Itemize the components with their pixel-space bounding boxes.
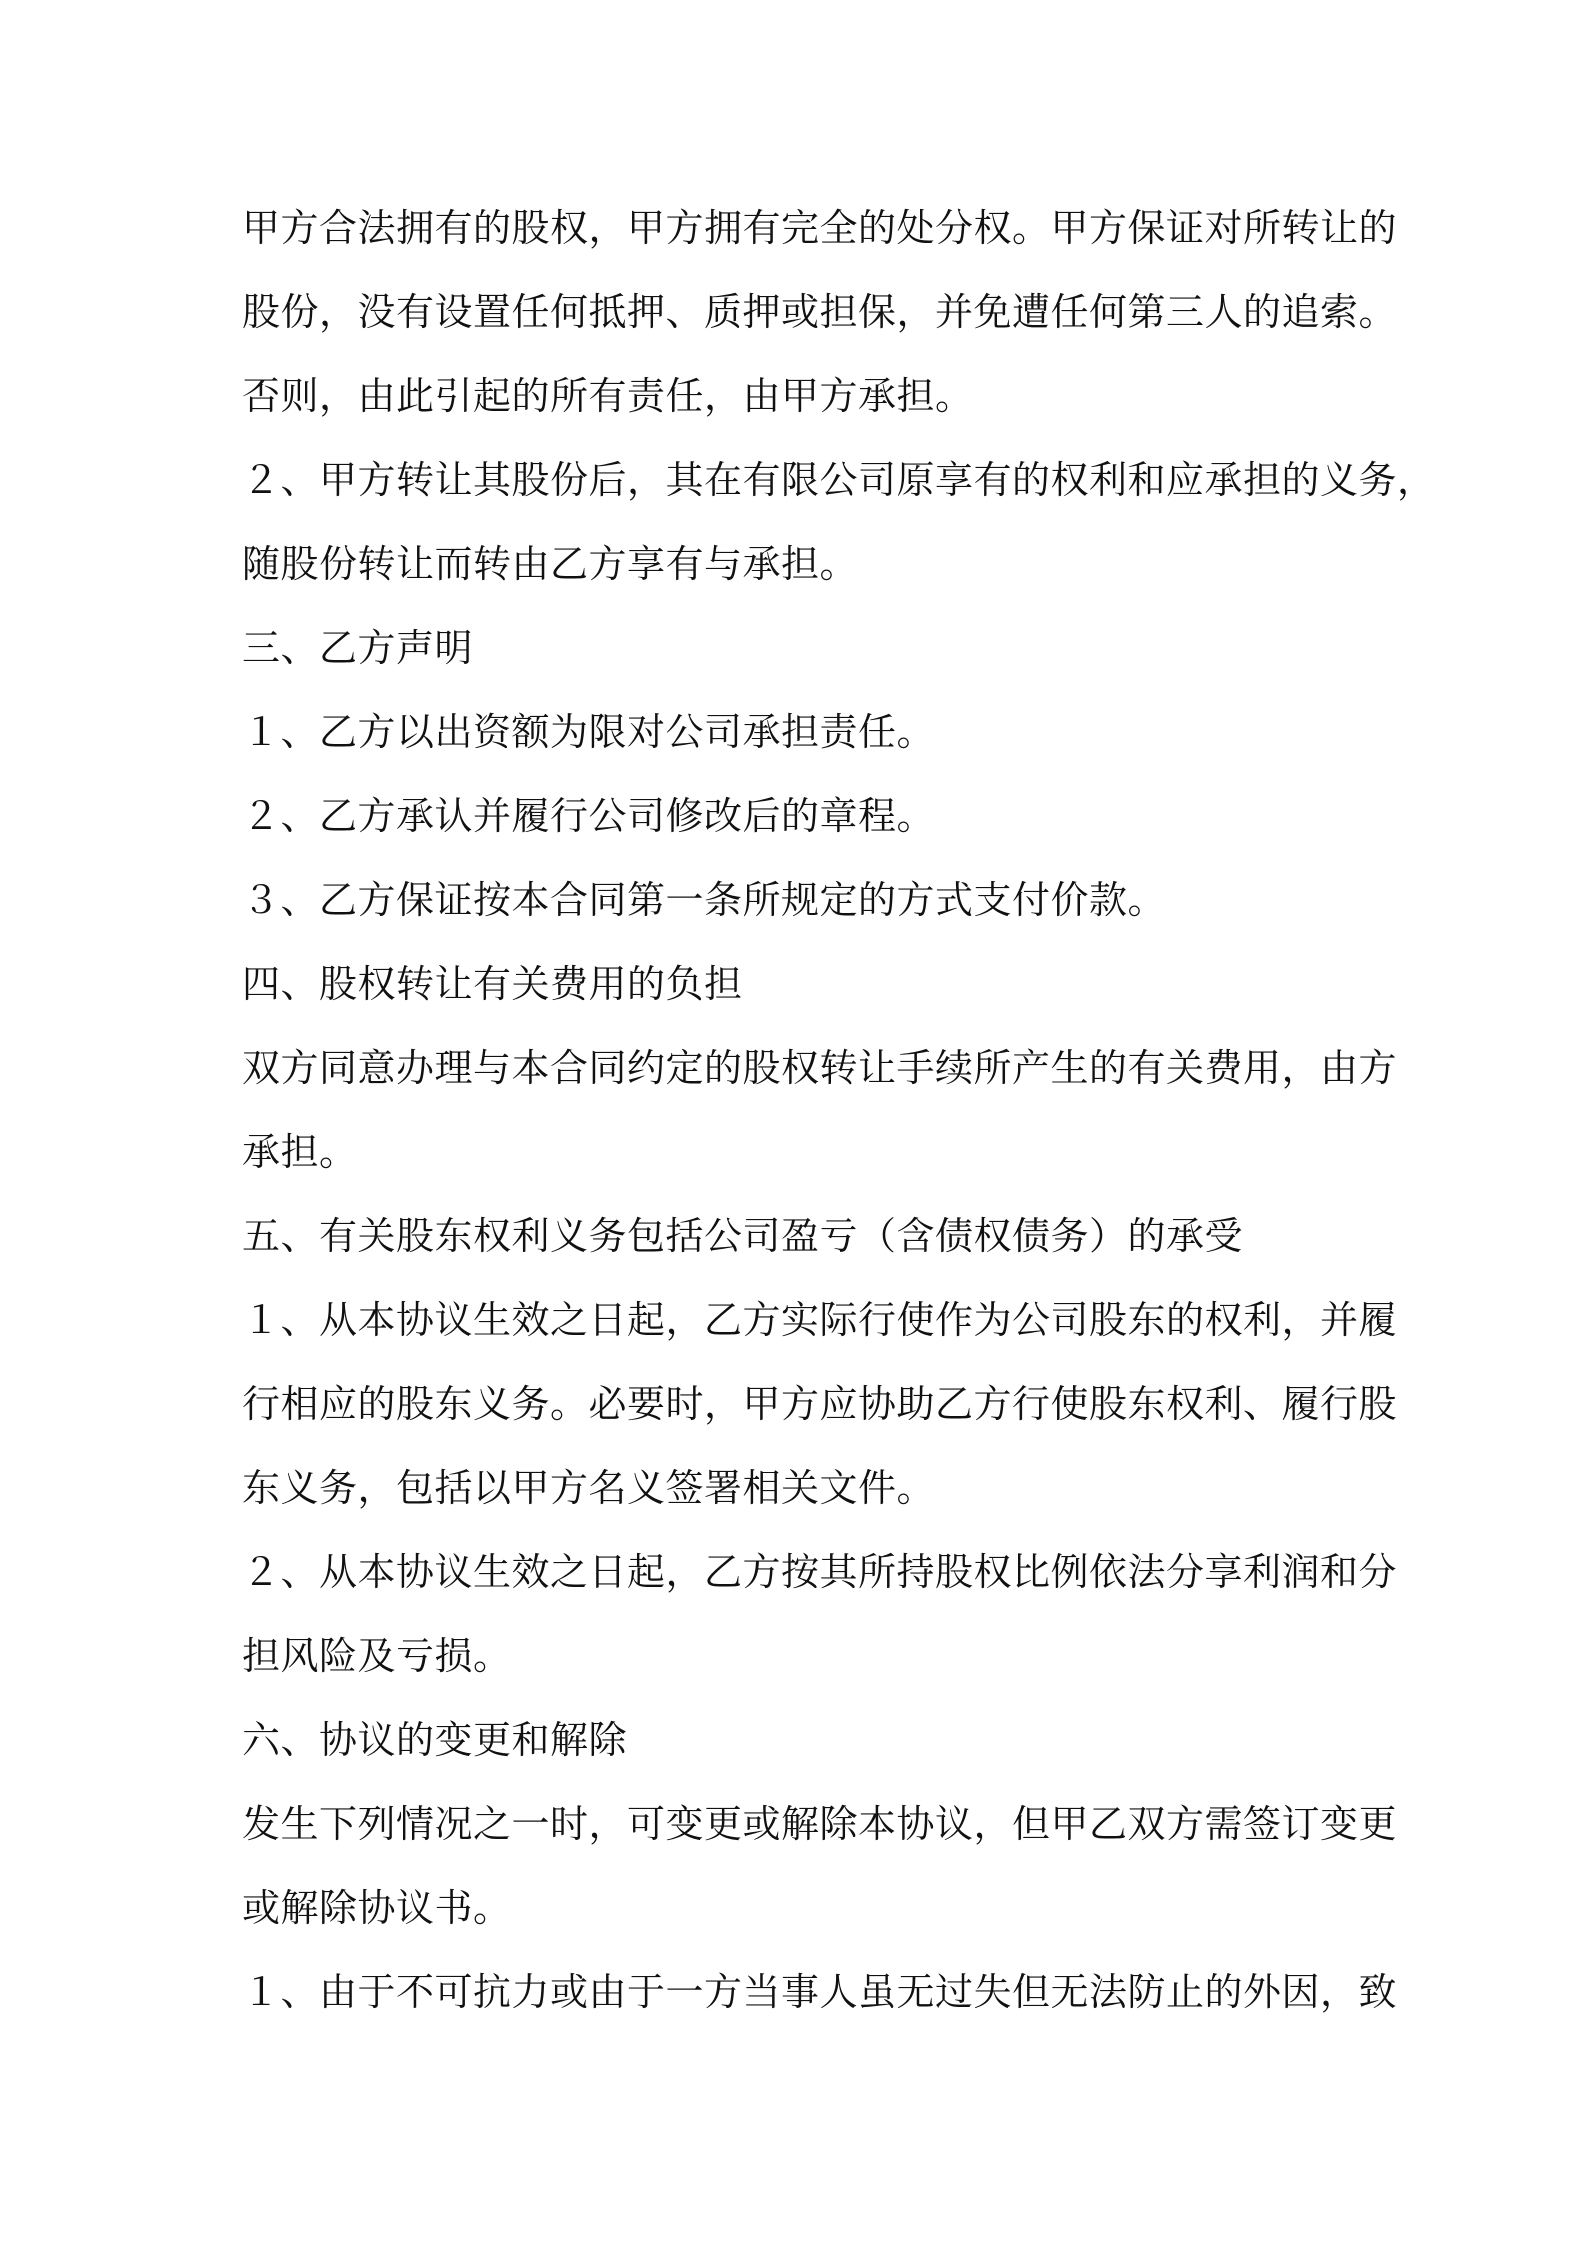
text-line-17: ２、从本协议生效之日起，乙方按其所持股权比例依法分享利润和分	[242, 1550, 1398, 1594]
text-line-3: 否则，由此引起的所有责任，由甲方承担。	[242, 374, 974, 418]
text-line-15: 行相应的股东义务。必要时，甲方应协助乙方行使股东权利、履行股	[242, 1382, 1398, 1426]
text-line-20: 发生下列情况之一时，可变更或解除本协议，但甲乙双方需签订变更	[242, 1802, 1398, 1846]
text-line-1: 甲方合法拥有的股权，甲方拥有完全的处分权。甲方保证对所转让的	[242, 206, 1398, 250]
section-heading-3: 三、乙方声明	[242, 626, 474, 670]
text-line-4: ２、甲方转让其股份后，其在有限公司原享有的权利和应承担的义务，	[242, 458, 1436, 502]
text-line-22: １、由于不可抗力或由于一方当事人虽无过失但无法防止的外因，致	[242, 1970, 1398, 2014]
text-line-2: 股份，没有设置任何抵押、质押或担保，并免遭任何第三人的追索。	[242, 290, 1398, 334]
text-line-16: 东义务，包括以甲方名义签署相关文件。	[242, 1466, 936, 1510]
text-line-7: １、乙方以出资额为限对公司承担责任。	[242, 710, 936, 754]
text-line-21: 或解除协议书。	[242, 1886, 512, 1930]
text-line-11: 双方同意办理与本合同约定的股权转让手续所产生的有关费用，由方	[242, 1046, 1398, 1090]
section-heading-4: 四、股权转让有关费用的负担	[242, 962, 743, 1006]
text-line-5: 随股份转让而转由乙方享有与承担。	[242, 542, 859, 586]
section-heading-6: 六、协议的变更和解除	[242, 1718, 628, 1762]
text-line-14: １、从本协议生效之日起，乙方实际行使作为公司股东的权利，并履	[242, 1298, 1398, 1342]
text-line-18: 担风险及亏损。	[242, 1634, 512, 1678]
text-line-9: ３、乙方保证按本合同第一条所规定的方式支付价款。	[242, 878, 1167, 922]
text-line-8: ２、乙方承认并履行公司修改后的章程。	[242, 794, 936, 838]
section-heading-5: 五、有关股东权利义务包括公司盈亏（含债权债务）的承受	[242, 1214, 1244, 1258]
text-line-12: 承担。	[242, 1130, 358, 1174]
